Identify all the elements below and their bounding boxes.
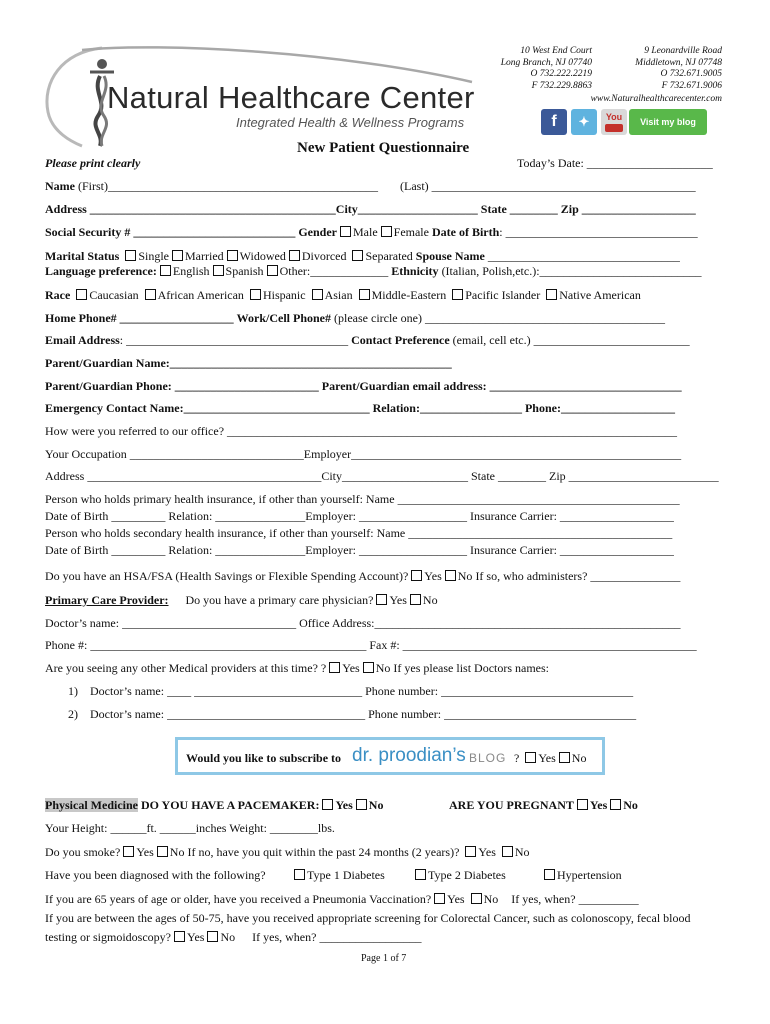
no-label: No	[623, 798, 638, 812]
type2-checkbox[interactable]	[415, 869, 426, 880]
married-label: Married	[185, 249, 224, 263]
yes-label: Yes	[538, 751, 556, 765]
emergency-contact-field[interactable]: Emergency Contact Name:_______________________________ Relation:_________________ Phone:___________________	[45, 401, 675, 415]
divorced-label: Divorced	[301, 249, 347, 263]
hsa-row	[45, 569, 730, 583]
providers-yes-checkbox[interactable]	[329, 662, 340, 673]
pregnant-question: ARE YOU PREGNANT	[449, 798, 574, 812]
pneumonia-yes-checkbox[interactable]	[434, 893, 445, 904]
ethnicity-field[interactable]: (Italian, Polish,etc.):___________________________	[438, 264, 702, 278]
address-line: 9 Leonardville Road	[644, 46, 722, 56]
race-option: Hispanic	[262, 288, 306, 302]
separated-label: Separated	[365, 249, 413, 263]
subscribe-options	[514, 751, 586, 766]
type1-checkbox[interactable]	[294, 869, 305, 880]
language-row	[45, 264, 730, 278]
widowed-label: Widowed	[239, 249, 286, 263]
language-label: Language preference:	[45, 264, 157, 278]
male-checkbox[interactable]	[340, 226, 351, 237]
doctor-1-number: 1)	[68, 684, 78, 698]
subscribe-text: Would you like to subscribe to	[186, 751, 342, 765]
no-label: No	[422, 593, 438, 607]
colorectal-yes-checkbox[interactable]	[174, 931, 185, 942]
twitter-icon[interactable]: ✦	[571, 109, 597, 135]
name-label: Name	[45, 179, 75, 193]
marital-label: Marital Status	[45, 249, 120, 263]
other-providers-tail: If yes please list Doctors names:	[393, 661, 550, 675]
pacemaker-yes-checkbox[interactable]	[322, 799, 333, 810]
race-label: Race	[45, 288, 71, 302]
colorectal-question: If you are between the ages of 50-75, have you received appropriate screening for Colorectal Cancer, such as colonoscopy, fecal blood	[45, 911, 691, 925]
work-phone-field[interactable]: (please circle one) ________________________________________	[331, 311, 665, 325]
hypertension-label: Hypertension	[557, 868, 622, 882]
youtube-icon[interactable]	[601, 109, 627, 135]
page-number: Page 1 of 7	[361, 953, 407, 964]
colorectal-when-field[interactable]: If yes, when? _________________	[252, 930, 422, 944]
address-row	[45, 202, 730, 216]
contact-pref-label: Contact Preference	[351, 333, 450, 347]
type2-label: Type 2 Diabetes	[428, 868, 506, 882]
quit-no-checkbox[interactable]	[502, 846, 513, 857]
smoke-yes-checkbox[interactable]	[123, 846, 134, 857]
logo-title: Natural Healthcare Center	[107, 80, 475, 115]
hsa-no-checkbox[interactable]	[445, 570, 456, 581]
other-language-checkbox[interactable]	[267, 265, 278, 276]
female-checkbox[interactable]	[381, 226, 392, 237]
physical-medicine-row	[45, 798, 730, 812]
smoke-no-checkbox[interactable]	[157, 846, 168, 857]
visit-blog-button[interactable]: Visit my blog	[629, 109, 707, 135]
hsa-admin-field[interactable]: If so, who administers? _______________	[475, 569, 681, 583]
blog-brand: dr. proodian’s	[352, 745, 466, 766]
yes-label: Yes	[447, 892, 465, 906]
race-checkbox[interactable]	[359, 289, 370, 300]
doctor-1-field[interactable]: Doctor’s name: ____ ____________________________ Phone number: ________________________________	[90, 684, 634, 698]
spouse-label: Spouse Name	[415, 249, 485, 263]
pregnant-group	[449, 798, 638, 812]
height-weight-field[interactable]: Your Height: ______ft. ______inches Weight: ________lbs.	[45, 821, 335, 835]
pcp-no-checkbox[interactable]	[410, 594, 421, 605]
employer-address-field[interactable]: Address _______________________________________City_____________________ State ________ Zip _________________________	[45, 469, 719, 483]
physical-medicine-label: Physical Medicine	[45, 798, 138, 812]
referred-field[interactable]: How were you referred to our office? ___________________________________________________________________________	[45, 424, 678, 438]
race-option: Asian	[324, 288, 353, 302]
yes-label: Yes	[335, 798, 353, 812]
email-row	[45, 333, 730, 347]
english-label: English	[172, 264, 210, 278]
phone-fax-field[interactable]: Phone #: ______________________________________________ Fax #: _________________________________________________	[45, 638, 697, 652]
yes-label: Yes	[389, 593, 407, 607]
race-checkbox[interactable]	[145, 289, 156, 300]
email-field[interactable]: : _____________________________________	[119, 333, 349, 347]
pneumonia-question: If you are 65 years of age or older, have you received a Pneumonia Vaccination?	[45, 892, 432, 906]
guardian-name-field[interactable]: Parent/Guardian Name:_______________________________________________	[45, 356, 452, 370]
email-label: Email Address	[45, 333, 120, 347]
pcp-label: Primary Care Provider:	[45, 593, 169, 607]
colorectal-row	[45, 930, 730, 944]
address-line: Middletown, NJ 07748	[635, 57, 722, 68]
phone-row	[45, 311, 730, 325]
male-label: Male	[352, 225, 378, 239]
hsa-question: Do you have an HSA/FSA (Health Savings or Flexible Spending Account)?	[45, 569, 409, 583]
dob-label: Date of Birth	[431, 225, 500, 239]
smoke-question: Do you smoke?	[45, 845, 121, 859]
no-label: No	[169, 845, 185, 859]
pneumonia-row	[45, 892, 730, 906]
contact-pref-field[interactable]: (email, cell etc.) __________________________	[449, 333, 690, 347]
race-option: Middle-Eastern	[371, 288, 447, 302]
todays-date-field[interactable]: Today’s Date: _____________________	[517, 156, 713, 170]
providers-no-checkbox[interactable]	[363, 662, 374, 673]
single-checkbox[interactable]	[125, 250, 136, 261]
type1-label: Type 1 Diabetes	[307, 868, 385, 882]
facebook-icon[interactable]: f	[541, 109, 567, 135]
address-label: Address	[45, 202, 87, 216]
quit-yes-checkbox[interactable]	[465, 846, 476, 857]
other-providers-row	[45, 661, 730, 675]
address-long-branch	[480, 46, 592, 92]
secondary-insurance-field[interactable]: Person who holds secondary health insurance, if other than yourself: Name ____________________________________________	[45, 526, 673, 540]
yes-label: Yes	[342, 661, 360, 675]
pcp-yes-checkbox[interactable]	[376, 594, 387, 605]
subscribe-yes-checkbox[interactable]	[525, 752, 536, 763]
print-clearly: Please print clearly	[45, 156, 141, 170]
race-checkbox[interactable]	[250, 289, 261, 300]
spanish-checkbox[interactable]	[213, 265, 224, 276]
dob-field[interactable]: : ________________________________	[499, 225, 698, 239]
race-option: Native American	[559, 288, 641, 302]
no-label: No	[375, 661, 391, 675]
guardian-phone-field[interactable]: Parent/Guardian Phone: ________________________ Parent/Guardian email address: ________________________________	[45, 379, 682, 393]
other-language-field[interactable]: Other:_____________	[279, 264, 389, 278]
subscribe-question-mark: ?	[514, 751, 520, 765]
yes-label: Yes	[424, 569, 442, 583]
married-checkbox[interactable]	[172, 250, 183, 261]
subscribe-no-checkbox[interactable]	[559, 752, 570, 763]
pregnant-yes-checkbox[interactable]	[577, 799, 588, 810]
other-providers-question: Are you seeing any other Medical providers at this time? ?	[45, 661, 327, 675]
race-option: Caucasian	[89, 288, 139, 302]
home-phone-field[interactable]: Home Phone# ___________________	[45, 311, 234, 325]
address-line: F 732.671.9006	[661, 80, 722, 91]
doctor-2-number: 2)	[68, 707, 78, 721]
single-label: Single	[138, 249, 169, 263]
ssn-row	[45, 225, 730, 239]
primary-insurance-details[interactable]: Date of Birth _________ Relation: _______________Employer: __________________ Insurance Carrier: ___________________	[45, 509, 674, 523]
no-label: No	[220, 930, 236, 944]
smoke-row	[45, 845, 730, 859]
pcp-row	[45, 593, 730, 607]
pneumonia-no-checkbox[interactable]	[471, 893, 482, 904]
pcp-question: Do you have a primary care physician?	[185, 593, 374, 607]
form-title: New Patient Questionnaire	[297, 140, 470, 156]
primary-insurance-field[interactable]: Person who holds primary health insurance, if other than yourself: Name _______________________________________________	[45, 492, 680, 506]
yes-label: Yes	[187, 930, 205, 944]
marital-row	[45, 249, 730, 263]
yes-label: Yes	[589, 798, 608, 812]
address-line: 10 West End Court	[520, 46, 592, 56]
race-checkbox[interactable]	[312, 289, 323, 300]
race-checkbox[interactable]	[546, 289, 557, 300]
diagnosed-question: Have you been diagnosed with the following?	[45, 868, 266, 882]
divorced-checkbox[interactable]	[289, 250, 300, 261]
doctor-name-field[interactable]: Doctor’s name: _____________________________ Office Address:___________________________________________________	[45, 616, 681, 630]
address-line: O 732.671.9005	[660, 69, 722, 79]
no-label: No	[457, 569, 473, 583]
first-name-field[interactable]: (First)_____________________________________________	[78, 179, 378, 193]
pregnant-no-checkbox[interactable]	[610, 799, 621, 810]
widowed-checkbox[interactable]	[227, 250, 238, 261]
race-option: African American	[157, 288, 244, 302]
no-label: No	[483, 892, 499, 906]
blog-word: BLOG	[469, 751, 507, 765]
female-label: Female	[393, 225, 429, 239]
race-row	[45, 288, 730, 302]
doctor-2-field[interactable]: Doctor’s name: _________________________________ Phone number: ________________________________	[90, 707, 637, 721]
ethnicity-label: Ethnicity	[391, 264, 439, 278]
colorectal-question-2: testing or sigmoidoscopy?	[45, 930, 171, 944]
logo-subtitle: Integrated Health & Wellness Programs	[236, 115, 465, 130]
address-line: Long Branch, NJ 07740	[500, 57, 592, 68]
address-line: O 732.222.2219	[530, 69, 592, 79]
quit-question: If no, have you quit within the past 24 months (2 years)?	[187, 845, 460, 859]
website-link[interactable]: www.Naturalhealthcarecenter.com	[590, 94, 722, 104]
no-label: No	[368, 798, 384, 812]
youtube-label: You	[605, 112, 623, 122]
yes-label: Yes	[478, 845, 496, 859]
diagnosed-row	[45, 868, 730, 882]
work-phone-label: Work/Cell Phone#	[236, 311, 332, 325]
last-name-field[interactable]: (Last) ____________________________________________	[400, 179, 696, 193]
yes-label: Yes	[136, 845, 154, 859]
name-row	[45, 179, 730, 193]
no-label: No	[514, 845, 530, 859]
pacemaker-question: DO YOU HAVE A PACEMAKER:	[141, 798, 320, 812]
race-checkbox[interactable]	[452, 289, 463, 300]
colorectal-no-checkbox[interactable]	[207, 931, 218, 942]
hsa-yes-checkbox[interactable]	[411, 570, 422, 581]
hypertension-checkbox[interactable]	[544, 869, 555, 880]
spanish-label: Spanish	[225, 264, 264, 278]
separated-checkbox[interactable]	[352, 250, 363, 261]
address-field[interactable]: _________________________________________City____________________ State ________ Zip ___________________	[89, 202, 696, 216]
pneumonia-when-field[interactable]: If yes, when? __________	[511, 892, 639, 906]
pacemaker-no-checkbox[interactable]	[356, 799, 367, 810]
secondary-insurance-details[interactable]: Date of Birth _________ Relation: _______________Employer: __________________ Insurance Carrier: ___________________	[45, 543, 674, 557]
no-label: No	[571, 751, 587, 765]
occupation-field[interactable]: Your Occupation _____________________________Employer_______________________________________________________	[45, 447, 682, 461]
english-checkbox[interactable]	[160, 265, 171, 276]
race-checkbox[interactable]	[76, 289, 87, 300]
race-option: Pacific Islander	[465, 288, 541, 302]
address-middletown	[600, 46, 722, 92]
address-line: F 732.229.8863	[531, 80, 592, 91]
ssn-field[interactable]: Social Security # ___________________________ Gender	[45, 225, 337, 239]
spouse-field[interactable]: ________________________________	[484, 249, 680, 263]
